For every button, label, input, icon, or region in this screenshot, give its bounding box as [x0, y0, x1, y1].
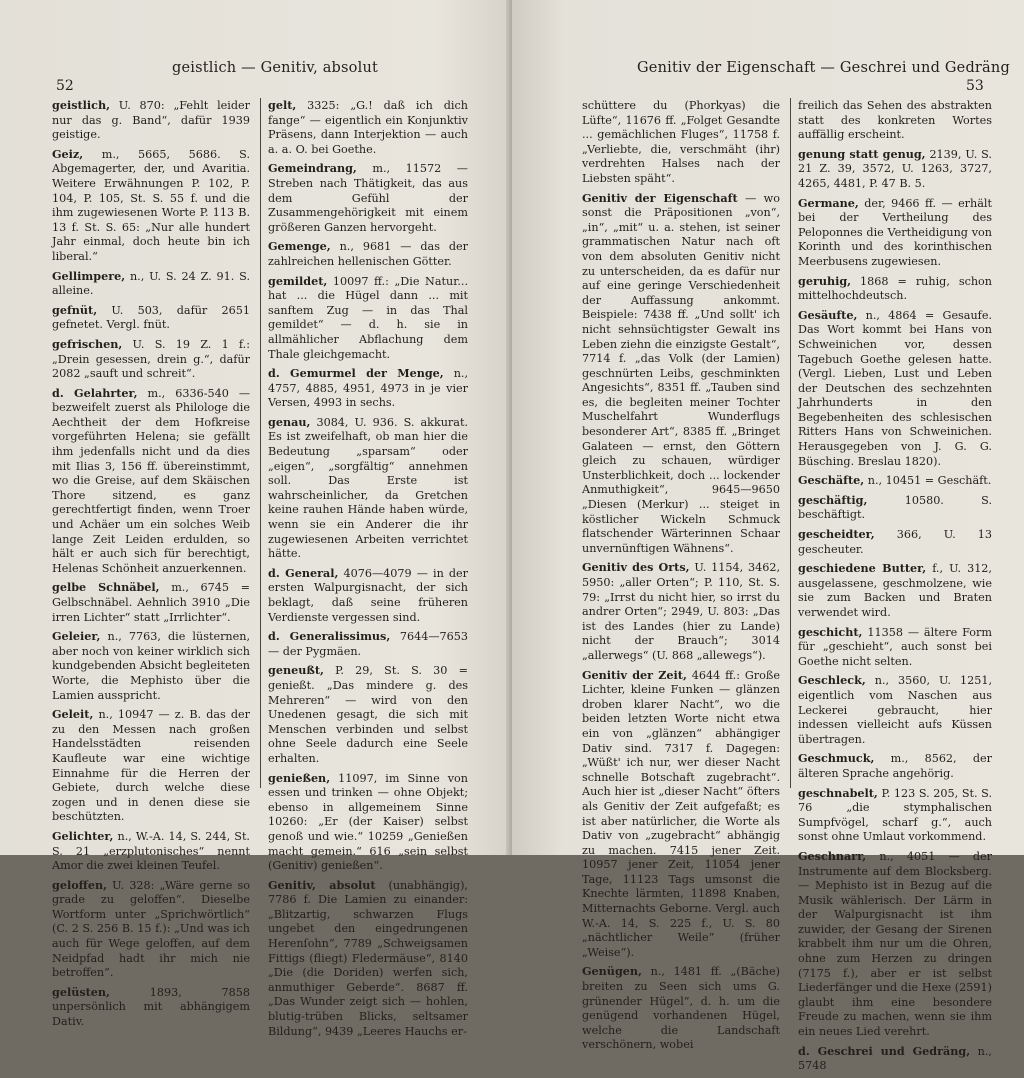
entry-text: — wo sonst die Präpositionen „von“, „in“, „mit“ u. a. stehen, ist seiner grammatischen Natur nach oft von dem absoluten Genitiv nicht zu unterscheiden, da es dafür nur auf eine geringe Verschiedenheit der Auffassung ankommt. Beispiele: 7438 ff. „Und sollt' ich nicht sehnsüchtigster Gewalt ins Leben ziehn die einzigste Gestalt“, 7714 f. „das Volk (der Lamien) geschnürten Leibs, geschminkten Angesichts“, 8351 ff. „Tauben sind es, die begleiten meiner Tochter Muschelfahrt Wunderflugs besonderer Art“, 8385 ff. „Bringet Galateen — ernst, den Göttern gleich zu schauen, würdiger Unsterblichkeit, doch ... lockender Anmuthigkeit“, 9645—9650 „Diesen (Merkur) ... steiget in köstlicher Wickeln Schmuck flatschender Wärterinnen Schaar unvernünftigen Wähnens“.: [582, 191, 780, 555]
entry-headword: Genitiv der Zeit,: [582, 667, 687, 682]
dictionary-entry: [798, 561, 992, 620]
entry-text: 10097 ff.: „Die Natur... hat ... die Hügel dann ... mit sanftem Zug — in das Thal gemildet“ — d. h. sie in allmählicher Abflachung dem Thale gleichgemacht.: [268, 274, 468, 361]
entry-headword: d. General,: [268, 565, 339, 580]
entry-text: m., 8562, der älteren Sprache angehörig.: [798, 752, 992, 780]
entry-text: P. 123 S. 205, St. S. 76 „die stymphalischen Sumpfvögel, scharf g.“, auch sonst ohne Umlaut vorkommend.: [798, 786, 992, 844]
entry-headword: gescheidter,: [798, 527, 875, 542]
entry-headword: geschäftig,: [798, 492, 868, 507]
entry-text: n., 4864 = Gesaufe. Das Wort kommt bei Hans von Schweinichen vor, dessen Tagebuch Goethe gelesen hatte. (Vergl. Lieben, Lust und Leben der Deutschen des sechzehnten Jahrhunderts in den Begebenheiten des schlesischen Ritters Hans von Schweinichen. Herausgegeben von J. G. G. Büsching. Breslau 1820).: [798, 308, 992, 468]
entry-headword: gelbe Schnäbel,: [52, 580, 160, 595]
dictionary-entry: [798, 147, 992, 192]
entry-headword: genießen,: [268, 770, 331, 785]
dictionary-entry: [52, 878, 250, 981]
dictionary-entry: [798, 625, 992, 670]
entry-text: m., 6336-540 — bezweifelt zuerst als Philologe die Aechtheit der dem Hofkreise vorgeführten Helena; sie gefällt ihm jedenfalls nicht und da dies mit Ilias 3, 156 ff. übereinstimmt, wo die Greise, auf dem Skäischen Thore sitzend, es ganz gerechtfertigt finden, wenn Troer und Achäer um ein solches Weib lange Zeit Leiden erdulden, so hält er auch sich für berechtigt, Helenas Schönheit anzuerkennen.: [52, 386, 251, 575]
dictionary-entry: [268, 566, 468, 625]
entry-headword: Geschäfte,: [798, 473, 865, 488]
right-page: [512, 0, 1024, 1073]
dictionary-entry: [52, 707, 250, 825]
dictionary-entry: [798, 751, 992, 781]
entry-text: 10580. S. beschäftigt.: [798, 493, 992, 522]
entry-text: 11358 — ältere Form für „geschieht“, auch sonst bei Goethe nicht selten.: [798, 625, 992, 668]
dictionary-entry: [798, 786, 992, 845]
entry-text: n., 10451 = Geschäft.: [867, 474, 992, 488]
entry-headword: gelt,: [268, 98, 297, 112]
entry-headword: d. Gemurmel der Menge,: [268, 366, 444, 381]
dictionary-entry: [798, 98, 992, 143]
dictionary-entry: [798, 473, 992, 489]
entry-text: 2139, U. S. 21 Z. 39, 3572, U. 1263, 3727, 4265, 4481, P. 47 B. 5.: [798, 147, 992, 190]
dictionary-entry: [52, 147, 250, 265]
entry-text: n., 4757, 4885, 4951, 4973 in je vier Versen, 4993 in sechs.: [268, 367, 469, 410]
entry-text: U. 1154, 3462, 5950: „aller Orten“; P. 110, St. S. 79: „Irrst du nicht hier, so irrst du andrer Orten“; 2949, U. 803: „Das ist des Landes (hier zu Lande) nicht der Brauch“; 3014 „allerwegs“ (U. 868 „allewegs“).: [582, 561, 781, 662]
column-rule: [790, 98, 791, 788]
entry-headword: Gesäufte,: [798, 307, 858, 322]
dictionary-entry: [582, 964, 780, 1053]
entry-headword: geruhig,: [798, 273, 852, 288]
entry-text: 7644—7653 — der Pygmäen.: [268, 630, 468, 658]
entry-headword: Geiz,: [52, 146, 84, 161]
entry-text: U. 328: „Wäre gerne so grade zu geloffen“. Dieselbe Wortform unter „Sprichwörtlich“ (C. 2 S. 256 B. 15 f.): „Und was ich auch für Wege geloffen, auf dem Neidpfad hadt ihr mich nie betroffen“.: [52, 878, 250, 980]
dictionary-entry: [798, 274, 992, 304]
entry-text: n., U. S. 24 Z. 91. S. alleine.: [52, 269, 251, 298]
entry-headword: Genitiv, absolut: [268, 877, 376, 892]
dictionary-entry: [268, 161, 468, 235]
dictionary-entry: [268, 663, 468, 766]
dictionary-entry: [52, 829, 250, 874]
entry-text: der, 9466 ff. — erhält bei der Vertheilung des Peloponnes die Vertheidigung von Korinth und des korinthischen Meerbusens zugewiesen.: [798, 196, 992, 268]
entry-text: n., W.-A. 14, S. 244, St. S. 21 „erzplutonisches“ nennt Amor die zwei kleinen Teufel.: [52, 829, 250, 873]
entry-headword: d. Gelahrter,: [52, 385, 138, 400]
dictionary-entry: [52, 303, 250, 333]
entry-headword: Genitiv des Orts,: [582, 560, 690, 575]
entry-text: 1868 = ruhig, schon mittelhochdeutsch.: [798, 274, 992, 303]
entry-text: 4644 ff.: Große Lichter, kleine Funken — glänzen droben klarer Nacht“, wo die beiden letzten Worte nicht etwa ein von „glänzen“ abhängiger Dativ sind. 7317 f. Dagegen: „Wüßt' ich nur, wer dieser Nacht schnelle Botschaft zugebracht“. Auch hier ist „dieser Nacht“ öfters als Genitiv der Zeit aufgefaßt; es ist aber natürlicher, die Worte als Dativ von „zugebracht“ abhängig zu machen. 7415 jener Zeit. 10957 jener Zeit, 11054 jener Tage, 11123 Tags umsonst die Knechte lärmten, 11898 Knaben, Mitternachts Geborne. Vergl. auch W.-A. 14, S. 225 f., U. S. 80 „nächtlicher Weile“ (früher „Weise“).: [582, 668, 780, 959]
entry-text: freilich das Sehen des abstrakten statt des konkreten Wortes auffällig erscheint.: [798, 99, 992, 142]
column-right: [798, 98, 992, 1078]
dictionary-entry: [268, 878, 468, 1040]
page-number: 52: [56, 78, 74, 94]
dictionary-entry: [582, 668, 780, 961]
entry-text: P. 29, St. S. 30 = genießt. „Das mindere g. des Mehreren“ — wird von den Unedenen gesagt, die sich mit Menschen verbinden und selbst ohne Seele dadurch eine Seele erhalten.: [268, 664, 468, 765]
running-head: geistlich — Genitiv, absolut: [172, 60, 379, 76]
dictionary-entry: [582, 191, 780, 557]
entry-text: f., U. 312, ausgelassene, geschmolzene, wie sie zum Backen und Braten verwendet wird.: [798, 562, 992, 619]
dictionary-entry: [582, 98, 780, 187]
column-left: [582, 98, 780, 1057]
dictionary-entry: [582, 560, 780, 663]
dictionary-entry: [268, 415, 468, 562]
dictionary-entry: [52, 337, 250, 382]
entry-headword: Geleit,: [52, 707, 94, 722]
entry-text: n., 9681 — das der zahlreichen hellenischen Götter.: [268, 240, 469, 268]
entry-text: U. 503, dafür 2651 gefnetet. Vergl. fnüt.: [52, 303, 250, 332]
dictionary-entry: [268, 629, 468, 659]
entry-headword: Geschleck,: [798, 673, 866, 688]
dictionary-entry: [268, 771, 468, 874]
dictionary-entry: [52, 386, 250, 577]
entry-headword: geistlich,: [52, 98, 110, 112]
entry-headword: Gellimpere,: [52, 268, 126, 283]
entry-text: U. S. 19 Z. 1 f.: „Drein gesessen, drein g.“, dafür 2082 „sauft und schreit“.: [52, 337, 250, 381]
entry-headword: geschiedene Butter,: [798, 561, 927, 576]
column-left: [52, 98, 250, 1034]
dictionary-entry: [52, 269, 250, 299]
entry-headword: gelüsten,: [52, 984, 110, 999]
entry-headword: gefrischen,: [52, 336, 123, 351]
entry-text: n., 1481 ff. „(Bäche) breiten zu Seen sich ums G. grünender Hügel“, d. h. um die genügend vorhandenen Hügel, welche die Landschaft verschönern, wobei: [582, 965, 780, 1052]
entry-headword: genung statt genug,: [798, 146, 926, 161]
left-page: [0, 0, 512, 1038]
entry-headword: geschicht,: [798, 624, 863, 639]
entry-headword: Genitiv der Eigenschaft: [582, 190, 738, 205]
entry-text: n., 7763, die lüsternen, aber noch von keiner wirklich sich kundgebenden Absicht begleiteten Worte, die Mephisto über die Lamien ausspricht.: [52, 630, 251, 702]
entry-headword: d. Generalissimus,: [268, 629, 391, 644]
entry-headword: Genügen,: [582, 964, 642, 979]
entry-text: n., 5748: [798, 1044, 992, 1073]
dictionary-entry: [52, 629, 250, 703]
dictionary-entry: [798, 849, 992, 1040]
dictionary-entry: [52, 985, 250, 1030]
entry-text: 11097, im Sinne von essen und trinken — ohne Objekt; ebenso in allgemeinem Sinne 10260: „Er (der Kaiser) selbst genoß und wie.“ 10259 „Genießen macht gemein.“ 616 „sein selbst (Genitiv) genießen“.: [268, 771, 468, 873]
entry-text: 366, U. 13 gescheuter.: [798, 528, 993, 556]
entry-headword: geschnabelt,: [798, 785, 878, 800]
entry-text: U. 870: „Fehlt leider nur das g. Band“, dafür 1939 geistige.: [52, 99, 250, 142]
entry-headword: Gemenge,: [268, 239, 331, 254]
dictionary-entry: [798, 308, 992, 470]
dictionary-entry: [798, 196, 992, 270]
entry-text: (unabhängig), 7786 f. Die Lamien zu einander: „Blitzartig, schwarzen Flugs ungebet den eingedrungenen Herenſohn“, 7789 „Schweigsamen Fittigs (fliegt) Fledermäuse“, 8140 „Die (die Doriden) werfen sich, anmuthiger Geberde“. 8687 ff. „Das Wunder zeigt sich — hohlen, blutig-trüben Blicks, seltsamer Bildung“, 9439 „Leeres Hauchs er-: [268, 878, 468, 1038]
dictionary-entry: [268, 98, 468, 157]
dictionary-entry: [268, 274, 468, 363]
entry-text: m., 11572 — Streben nach Thätigkeit, das aus dem Gefühl der Zusammengehörigkeit mit einem größeren Ganzen hervorgeht.: [268, 162, 468, 234]
entry-headword: gemildet,: [268, 273, 328, 288]
dictionary-entry: [798, 673, 992, 747]
entry-headword: gefnüt,: [52, 302, 98, 317]
dictionary-entry: [798, 493, 992, 523]
entry-headword: Gemeindrang,: [268, 161, 357, 176]
entry-text: n., 4051 — der Instrumente auf dem Blocksberg. — Mephisto ist in Bezug auf die Musik wählerisch. Der Lärm in der Walpurgisnacht ist ihm zuwider, der Gesang der Sirenen krabbelt ihm nur um die Ohren, ohne zum Herzen zu dringen (7175 f.), aber er ist selbst Liederfänger und die Hexe (2591) glaubt ihm eine besondere Freude zu machen, wenn sie ihm ein neues Lied verehrt.: [798, 849, 992, 1039]
entry-text: m., 6745 = Gelbschnäbel. Aehnlich 3910 „Die irren Lichter“ statt „Irrlichter“.: [52, 581, 250, 624]
entry-headword: geneußt,: [268, 663, 324, 678]
entry-headword: d. Geschrei und Gedräng,: [798, 1043, 971, 1058]
entry-headword: Geleier,: [52, 629, 101, 644]
entry-text: schüttere du (Phorkyas) die Lüfte“, 11676 ff. „Folget Gesandte ... gemächlichen Fluges“, 11758 f. „Verliebte, die, verschmäht (ihr) verdrehten Halses nach der Liebsten späht“.: [582, 99, 780, 185]
entry-headword: geloffen,: [52, 877, 107, 892]
dictionary-entry: [268, 239, 468, 269]
entry-text: 1893, 7858 unpersönlich mit abhängigem Dativ.: [52, 985, 250, 1029]
entry-text: n., 3560, U. 1251, eigentlich vom Naschen aus Leckerei gebraucht, hier indessen vielleicht aufs Küssen übertragen.: [798, 674, 992, 746]
running-head: Genitiv der Eigenschaft — Geschrei und Gedräng: [637, 60, 1010, 76]
dictionary-entry: [52, 98, 250, 143]
entry-headword: Germane,: [798, 195, 859, 210]
entry-text: 3084, U. 936. S. akkurat. Es ist zweifelhaft, ob man hier die Bedeutung „sparsam“ oder „eigen“, „sorgfältig“ annehmen soll. Das Erste ist wahrscheinlicher, da Gretchen keine rauhen Hände haben würde, wenn sie ein Anderer die ihr zugewiesenen Arbeiten verrichtet hätte.: [268, 415, 468, 561]
entry-headword: genau,: [268, 414, 311, 429]
entry-headword: Geschnarr,: [798, 848, 867, 863]
column-right: [268, 98, 468, 1043]
entry-text: n., 10947 — z. B. das der zu den Messen nach großen Handelsstädten reisenden Kaufleute war eine wichtige Einnahme für die Herren der Gebiete, durch welche diese zogen und in denen diese sie beschützten.: [52, 708, 250, 824]
dictionary-entry: [798, 527, 992, 557]
dictionary-entry: [52, 580, 250, 625]
entry-headword: Gelichter,: [52, 828, 114, 843]
entry-text: 3325: „G.! daß ich dich fange“ — eigentlich ein Konjunktiv Präsens, dann Interjektion — auch a. a. O. bei Goethe.: [268, 99, 468, 156]
dictionary-entry: [268, 366, 468, 411]
entry-text: m., 5665, 5686. S. Abgemagerter, der, und Avaritia. Weitere Erwähnungen P. 102, P. 104, P. 105, St. S. 55 f. und die ihm zugewiesenen Worte P. 113 B. 13 f. St. S. 65: „Nur alle hundert Jahr einmal, doch heute bin ich liberal.“: [52, 147, 250, 263]
page-number: 53: [966, 78, 984, 94]
dictionary-entry: [798, 1044, 992, 1074]
column-rule: [260, 98, 261, 788]
entry-text: 4076—4079 — in der ersten Walpurgisnacht, der sich beklagt, daß seine früheren Verdienste vergessen sind.: [268, 566, 469, 624]
entry-headword: Geschmuck,: [798, 751, 875, 766]
